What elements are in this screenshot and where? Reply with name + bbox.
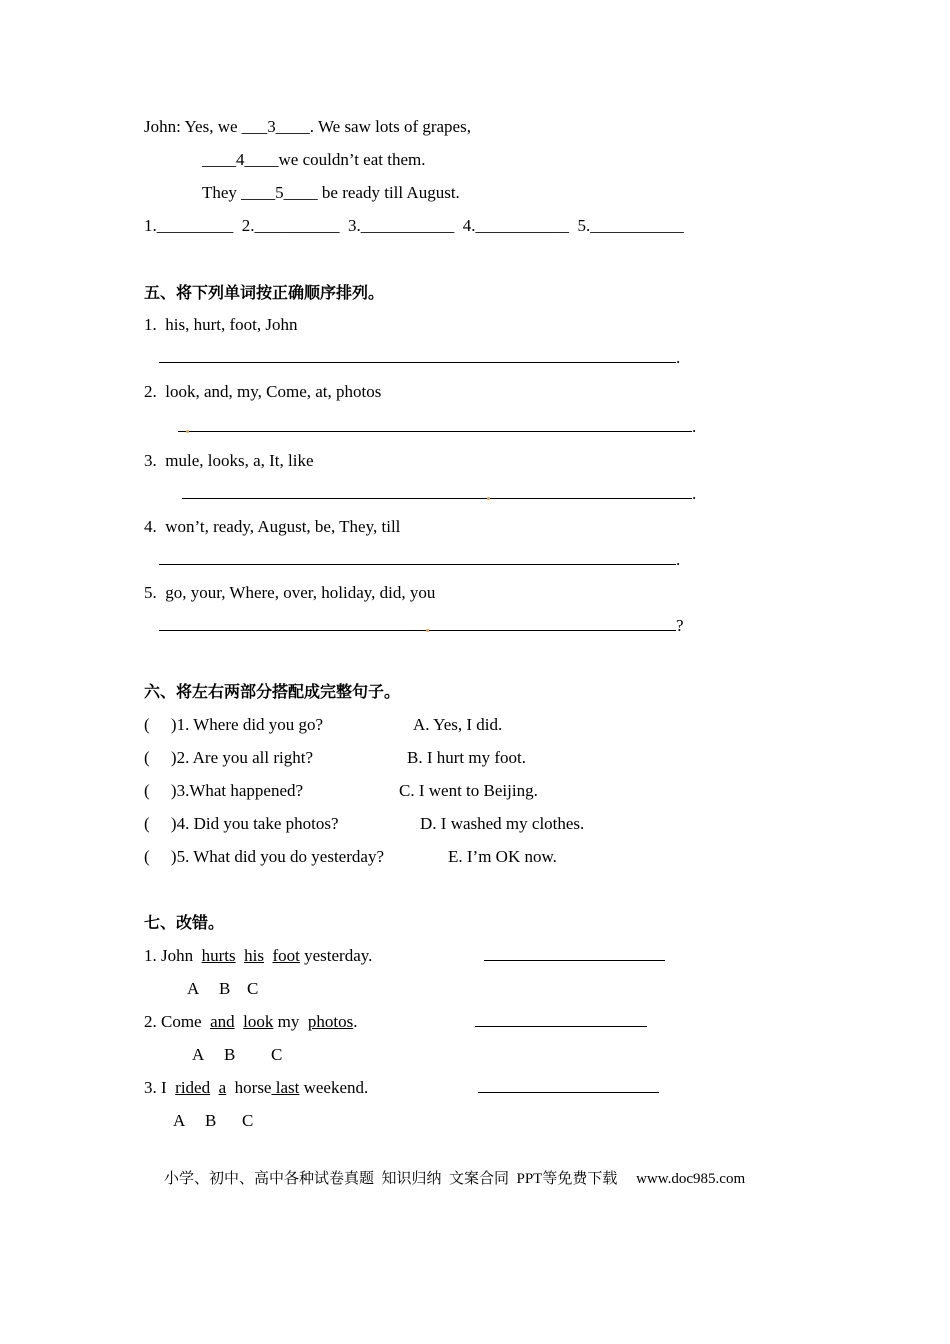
footer-text: 小学、初中、高中各种试卷真题 知识归纳 文案合同 PPT等免费下载 www.doc985.com [164,1171,746,1187]
section5-answer-1[interactable]: . [159,347,680,369]
section5-q4: 4. won’t, ready, August, be, They, till [144,517,401,536]
stray-mark [426,629,429,632]
error-q2-letter-b: B [224,1045,236,1064]
match-left-2: ( )2. Are you all right? [144,748,314,767]
match-left-4: ( )4. Did you take photos? [144,814,339,833]
error-q2: 2. Come and look my photos. [144,1012,358,1031]
match-left-3: ( )3.What happened? [144,781,304,800]
section5-q1: 1. his, hurt, foot, John [144,315,298,334]
error-answer-2[interactable] [475,1011,647,1033]
section5-answer-3[interactable]: . [182,483,696,505]
section5-q5: 5. go, your, Where, over, holiday, did, you [144,583,436,602]
error-answer-3[interactable] [478,1077,659,1099]
stray-mark [186,430,189,433]
match-left-1: ( )1. Where did you go? [144,715,324,734]
section5-title: 五、将下列单词按正确顺序排列。 [144,283,385,302]
stray-mark [487,497,490,500]
section7-title: 七、改错。 [144,913,225,932]
section5-q2: 2. look, and, my, Come, at, photos [144,382,382,401]
error-q3-letter-c: C [242,1111,254,1130]
dialogue-line-3: They ____5____ be ready till August. [202,183,460,202]
section5-q3: 3. mule, looks, a, It, like [144,451,314,470]
section5-answer-5[interactable]: ? [159,615,684,637]
dialogue-line-2: ____4____we couldn’t eat them. [202,150,426,169]
error-q1-letter-b: B [219,979,231,998]
section5-answer-2[interactable]: . [178,416,696,438]
match-right-3: C. I went to Beijing. [399,781,538,800]
match-right-4: D. I washed my clothes. [420,814,585,833]
match-right-5: E. I’m OK now. [448,847,557,866]
dialogue-answers: 1._________ 2.__________ 3.___________ 4.___________ 5.___________ [144,216,684,235]
error-answer-1[interactable] [484,945,665,967]
error-q1: 1. John hurts his foot yesterday. [144,946,373,965]
error-q1-letter-c: C [247,979,259,998]
error-q3-letter-b: B [205,1111,217,1130]
error-q2-letter-a: A [192,1045,205,1064]
error-q1-letter-a: A [187,979,200,998]
error-q2-letter-c: C [271,1045,283,1064]
error-q3-letter-a: A [173,1111,186,1130]
dialogue-line-1: John: Yes, we ___3____. We saw lots of grapes, [144,117,471,136]
match-right-2: B. I hurt my foot. [407,748,526,767]
match-right-1: A. Yes, I did. [413,715,503,734]
match-left-5: ( )5. What did you do yesterday? [144,847,384,866]
error-q3: 3. I rided a horse last weekend. [144,1078,369,1097]
section6-title: 六、将左右两部分搭配成完整句子。 [144,682,401,701]
section5-answer-4[interactable]: . [159,549,680,571]
